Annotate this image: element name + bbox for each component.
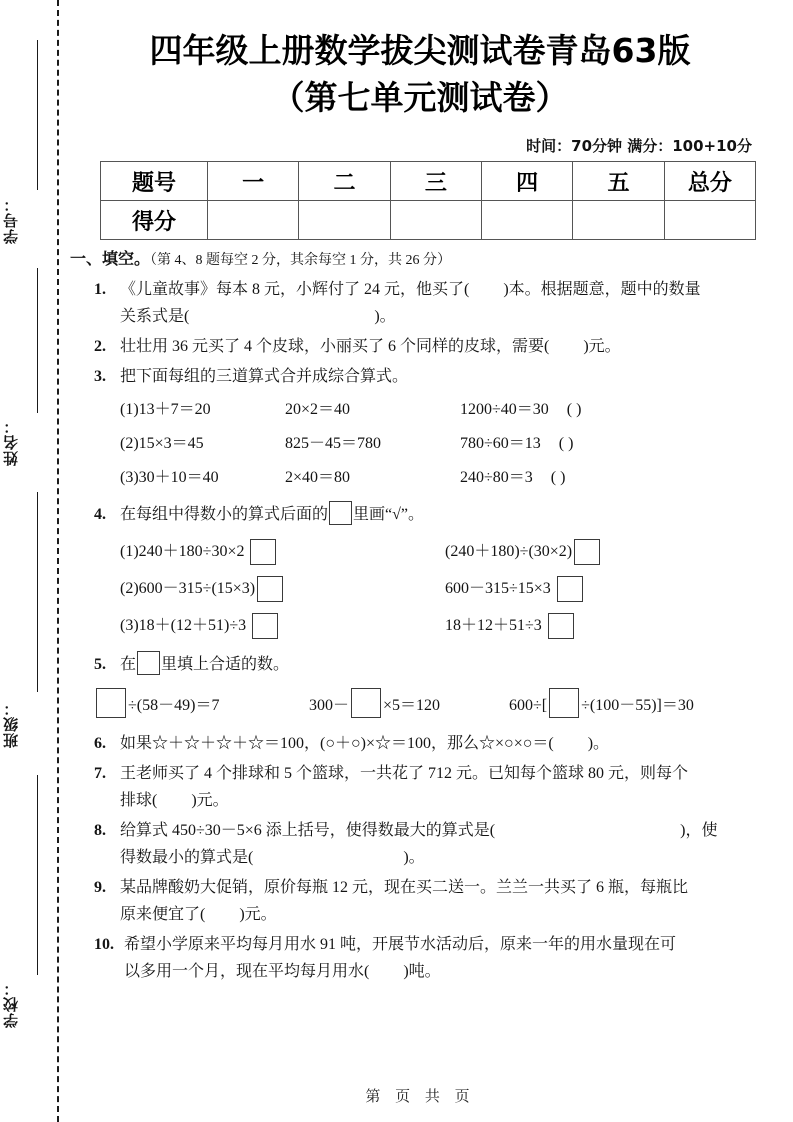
question-4 (70, 501, 770, 639)
question-8-text-b: )，使 (680, 822, 718, 839)
question-8-text-c: 得数最小的算式是( (120, 849, 254, 866)
question-3-row-2-label: (2) (120, 435, 139, 452)
question-3-prompt: 把下面每组的三道算式合并成综合算式。 (120, 368, 409, 385)
question-3-row-3-expr-1: 30＋10＝40 (138, 469, 219, 486)
question-4-row-3-right-expr: 18＋12＋51÷3 (445, 617, 542, 634)
section-points: （第 4、8 题每空 2 分，其余每空 1 分，共 26 分） (150, 253, 452, 268)
question-2-text-a: 壮壮用 36 元买了 4 个皮球，小丽买了 6 个同样的皮球，需要( (120, 338, 550, 355)
question-5-number: 5. (94, 656, 106, 673)
margin-write-rule-3 (37, 492, 38, 692)
question-5-fill-prefix-2: 300－ (309, 697, 350, 714)
question-3-row-3-expr-2: 2×40＝80 (285, 469, 351, 486)
question-4-row-1-right-checkbox[interactable] (574, 539, 600, 565)
score-table-col-4: 四 (481, 162, 572, 201)
question-4-row-2-left-expr: 600－315÷(15×3) (138, 580, 256, 597)
section-heading-label: 一、填空。 (70, 251, 151, 268)
margin-label-class: 班级： (2, 700, 20, 748)
question-7-number: 7. (94, 765, 106, 782)
question-4-row-2-right-checkbox[interactable] (557, 576, 583, 602)
question-2-number: 2. (94, 338, 106, 355)
title-line-2: （第七单元测试卷） (271, 78, 569, 117)
question-9 (70, 874, 770, 928)
question-5 (70, 651, 770, 678)
score-table-col-3: 三 (390, 162, 481, 201)
margin-label-school: 学校： (2, 980, 20, 1028)
section-heading (70, 247, 770, 273)
question-3-row-1-expr-1: 13＋7＝20 (138, 401, 211, 418)
question-8 (70, 817, 770, 871)
question-5-fill-box-3[interactable] (549, 688, 579, 718)
page-title (70, 0, 770, 121)
question-6 (70, 730, 770, 757)
question-3-row-2 (120, 429, 770, 458)
question-5-fill-box-2[interactable] (351, 688, 381, 718)
question-3-row-2-expr-3: 780÷60＝13 (460, 435, 541, 452)
score-table-col-5: 五 (573, 162, 664, 201)
question-4-prompt-b: 里画“√”。 (353, 506, 425, 523)
question-4-row-2 (120, 575, 770, 602)
question-5-fill-expr-2: ×5＝120 (383, 697, 441, 714)
question-3-row-3-expr-3: 240÷80＝3 (460, 469, 533, 486)
question-4-row-2-right-expr: 600－315÷15×3 (445, 580, 551, 597)
question-3-row-1-expr-3: 1200÷40＝30 (460, 401, 549, 418)
question-3-row-2-expr-2: 825－45＝780 (285, 435, 382, 452)
score-cell-4[interactable] (481, 201, 572, 240)
question-7-text-b: 排球( (120, 792, 158, 809)
score-table-row-label-question: 题号 (101, 162, 208, 201)
question-5-fill-expr-3: ÷(100－55)]＝30 (581, 697, 694, 714)
score-cell-2[interactable] (299, 201, 390, 240)
question-7-text-a: 王老师买了 4 个排球和 5 个篮球，一共花了 712 元。已知每个篮球 80 元，则每个 (120, 765, 689, 782)
question-8-number: 8. (94, 822, 106, 839)
margin-write-rule-4 (37, 775, 38, 975)
question-3-row-1-expr-2: 20×2＝40 (285, 401, 351, 418)
question-5-fill-prefix-3: 600÷[ (509, 697, 548, 714)
score-cell-total[interactable] (664, 201, 755, 240)
question-3-number: 3. (94, 368, 106, 385)
question-4-row-2-left-checkbox[interactable] (257, 576, 283, 602)
question-1-text-c: 关系式是( (120, 308, 190, 325)
question-4-prompt-box (329, 501, 352, 525)
question-4-row-3 (120, 612, 770, 639)
question-4-number: 4. (94, 506, 106, 523)
question-4-row-3-left-checkbox[interactable] (252, 613, 278, 639)
question-3-row-3-answer-blank[interactable]: ( ) (550, 469, 566, 486)
score-table-col-1: 一 (208, 162, 299, 201)
score-table (100, 161, 756, 240)
margin-write-rule-2 (37, 268, 38, 413)
question-3-row-1-label: (1) (120, 401, 139, 418)
question-4-prompt-a: 在每组中得数小的算式后面的 (120, 506, 329, 523)
question-5-prompt-a: 在 (120, 656, 137, 673)
score-cell-1[interactable] (208, 201, 299, 240)
question-9-text-b: 原来便宜了( (120, 906, 206, 923)
question-8-text-d: )。 (403, 849, 425, 866)
question-5-fill-expr-1: ÷(58－49)＝7 (128, 697, 220, 714)
question-3-row-2-answer-blank[interactable]: ( ) (558, 435, 574, 452)
question-3-row-1 (120, 395, 770, 424)
question-10-text-a: 希望小学原来平均每月用水 91 吨，开展节水活动后，原来一年的用水量现在可 (124, 936, 677, 953)
question-8-text-a: 给算式 450÷30－5×6 添上括号，使得数最大的算式是( (120, 822, 496, 839)
question-2 (70, 333, 770, 360)
question-3-row-2-expr-1: 15×3＝45 (138, 435, 204, 452)
title-line-1: 四年级上册数学拔尖测试卷青岛63版 (149, 31, 691, 70)
margin-label-name: 姓名： (2, 418, 20, 466)
question-5-fill-box-1[interactable] (96, 688, 126, 718)
question-1-text-d: )。 (374, 308, 396, 325)
question-6-text-b: )。 (587, 735, 610, 752)
score-table-row-label-score: 得分 (101, 201, 208, 240)
question-10-text-b: 以多用一个月，现在平均每月用水( (124, 963, 370, 980)
question-10-number: 10. (94, 936, 114, 953)
question-9-text-a: 某品牌酸奶大促销，原价每瓶 12 元，现在买二送一。兰兰一共买了 6 瓶，每瓶比 (120, 879, 689, 896)
question-7-text-c: )元。 (191, 792, 229, 809)
margin-label-student-id: 学号： (2, 196, 20, 244)
question-4-row-1-label: (1) (120, 543, 139, 560)
question-4-row-2-label: (2) (120, 580, 139, 597)
question-1-number: 1. (94, 281, 106, 298)
question-4-row-1-right-expr: (240＋180)÷(30×2) (445, 543, 573, 560)
question-3-row-3 (120, 463, 770, 492)
question-1-text-b: )本。根据题意，题中的数量 (503, 281, 701, 298)
question-1 (70, 276, 770, 330)
question-7 (70, 760, 770, 814)
question-3-row-3-label: (3) (120, 469, 139, 486)
question-4-row-3-left-expr: 18＋(12＋51)÷3 (138, 617, 247, 634)
question-6-text-a: 如果☆＋☆＋☆＋☆＝100，(○＋○)×☆＝100，那么☆×○×○＝( (120, 735, 554, 752)
question-4-row-1-left-expr: 240＋180÷30×2 (138, 543, 245, 560)
question-3-row-1-answer-blank[interactable]: ( ) (566, 401, 582, 418)
score-cell-3[interactable] (390, 201, 481, 240)
score-cell-5[interactable] (573, 201, 664, 240)
exam-meta: 时间：70分钟 满分：100+10分 (526, 137, 752, 155)
margin-dashed-line (57, 0, 59, 1122)
question-4-row-3-label: (3) (120, 617, 139, 634)
score-table-col-2: 二 (299, 162, 390, 201)
score-table-col-total: 总分 (664, 162, 755, 201)
question-4-row-1-left-checkbox[interactable] (250, 539, 276, 565)
page-content (70, 0, 770, 1122)
question-10-text-c: )吨。 (403, 963, 441, 980)
question-2-text-b: )元。 (583, 338, 621, 355)
question-3 (70, 363, 770, 492)
question-5-prompt-b: 里填上合适的数。 (161, 656, 290, 673)
question-1-text-a: 《儿童故事》每本 8 元，小辉付了 24 元，他买了( (120, 281, 470, 298)
question-6-number: 6. (94, 735, 106, 752)
question-5-fill-row (70, 688, 770, 718)
question-4-row-3-right-checkbox[interactable] (548, 613, 574, 639)
question-5-prompt-box (137, 651, 160, 675)
question-9-text-c: )元。 (239, 906, 277, 923)
question-10 (70, 931, 770, 985)
question-4-row-1 (120, 538, 770, 565)
page-footer: 第 页 共 页 (365, 1087, 475, 1105)
table-row-question-numbers (101, 162, 756, 201)
question-9-number: 9. (94, 879, 106, 896)
margin-write-rule-1 (37, 40, 38, 190)
table-row-scores (101, 201, 756, 240)
